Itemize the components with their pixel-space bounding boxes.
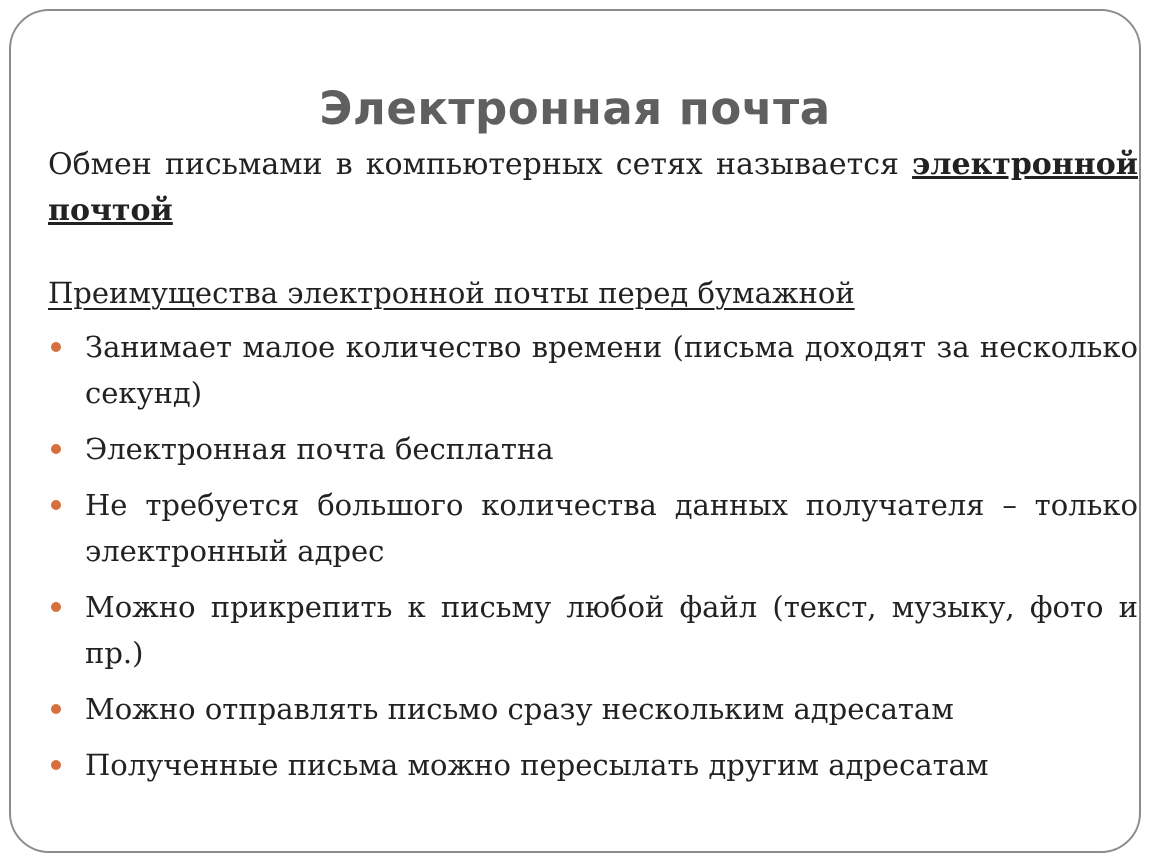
list-item-text: Занимает малое количество времени (письма доходят за несколько секунд) [85, 330, 1138, 410]
list-item-text: Электронная почта бесплатна [85, 432, 554, 466]
list-item [48, 686, 1138, 732]
bullet-icon [51, 342, 61, 352]
advantages-list [48, 324, 1138, 788]
slide-content [48, 142, 1138, 798]
bullet-icon [51, 760, 61, 770]
advantages-heading: Преимущества электронной почты перед бумажной [48, 276, 855, 310]
list-item [48, 742, 1138, 788]
bullet-icon [51, 704, 61, 714]
list-item-text: Не требуется большого количества данных получателя – только электронный адрес [85, 488, 1138, 568]
bullet-icon [51, 444, 61, 454]
list-item [48, 482, 1138, 574]
definition-term: электронной почтой [48, 147, 1138, 228]
list-item [48, 324, 1138, 416]
list-item-text: Полученные письма можно пересылать другим адресатам [85, 748, 989, 782]
list-item [48, 584, 1138, 676]
list-item-text: Можно прикрепить к письму любой файл (текст, музыку, фото и пр.) [85, 590, 1138, 670]
definition-paragraph [48, 142, 1138, 234]
list-item-text: Можно отправлять письмо сразу нескольким адресатам [85, 692, 954, 726]
slide-title: Электронная почта [319, 82, 831, 136]
list-item [48, 426, 1138, 472]
bullet-icon [51, 602, 61, 612]
definition-text: Обмен письмами в компьютерных сетях называется [48, 147, 913, 182]
bullet-icon [51, 500, 61, 510]
